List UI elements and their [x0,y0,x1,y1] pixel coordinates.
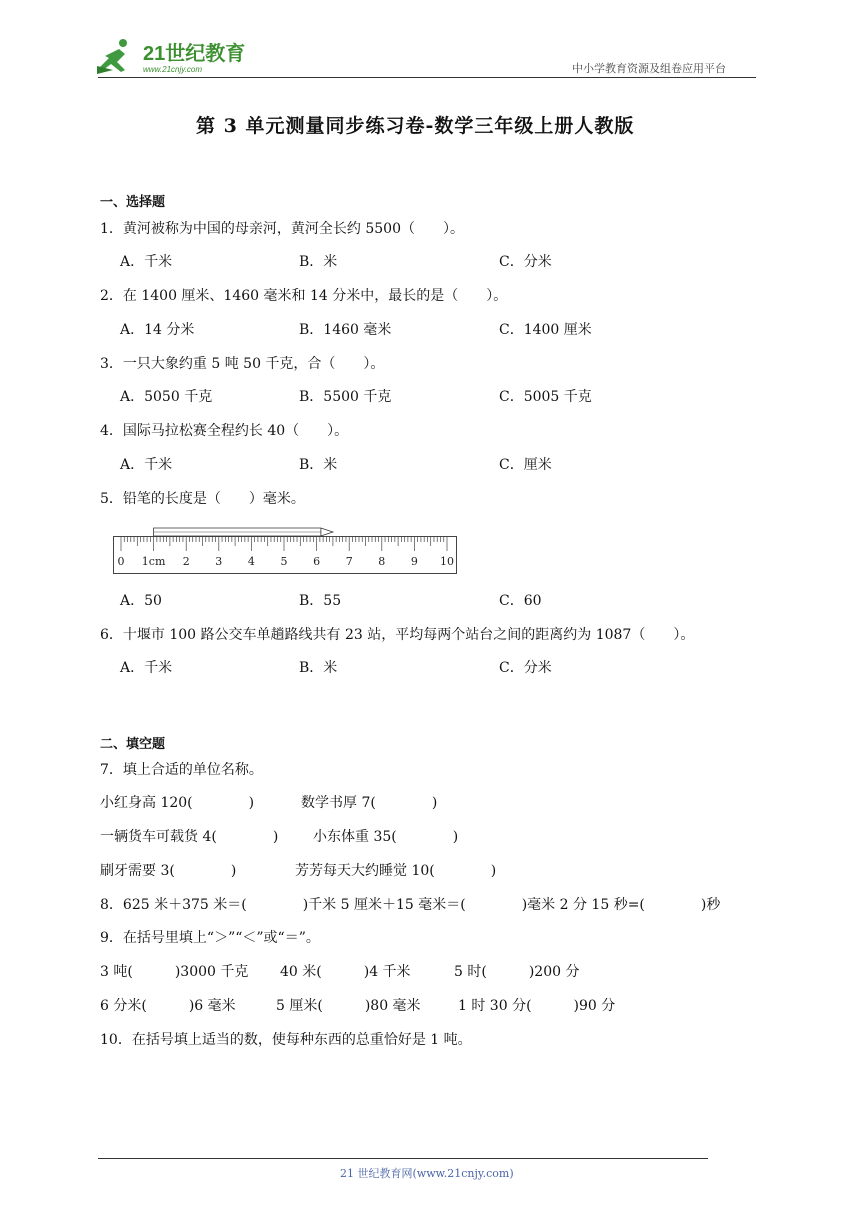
runner-icon [97,39,127,74]
question-10: 10．在括号填上适当的数，使每种东西的总重恰好是 1 吨。 [100,1032,472,1048]
q4-option-b: B．米 [299,457,338,473]
ruler-label: 2 [182,555,190,568]
q9-item: 40 米( )4 千米 [280,964,411,980]
question-1: 1．黄河被称为中国的母亲河，黄河全长约 5500（ ）。 [100,221,464,237]
q1-option-c: C．分米 [499,254,552,270]
q7-item: 小东体重 35( ) [313,829,459,845]
q2-option-c: C．1400 厘米 [499,322,592,338]
section-fill-title: 二、填空题 [100,737,166,752]
q5-option-c: C．60 [499,593,542,609]
q4-option-c: C．厘米 [499,457,552,473]
q1-option-a: A．千米 [120,254,173,270]
ruler-label: 10 [440,555,454,568]
site-logo [95,36,265,78]
question-4: 4．国际马拉松赛全程约长 40（ ）。 [100,423,349,439]
question-6: 6．十堰市 100 路公交车单趟路线共有 23 站，平均每两个站台之间的距离约为 1087（ ）。 [100,627,695,643]
q3-option-c: C．5005 千克 [499,389,592,405]
pencil-drawing [154,528,333,536]
question-2: 2．在 1400 厘米、1460 毫米和 14 分米中，最长的是（ ）。 [100,288,508,304]
q6-option-b: B．米 [299,660,338,676]
q6-option-c: C．分米 [499,660,552,676]
ruler-label: 6 [313,555,321,568]
q9-item: 6 分米( )6 毫米 [100,998,236,1014]
section-choice-title: 一、选择题 [100,195,166,210]
q7-item: 芳芳每天大约睡觉 10( ) [295,863,497,879]
q9-item: 3 吨( )3000 千克 [100,964,249,980]
ruler-label: 5 [280,555,288,568]
q7-item: 一辆货车可载货 4( ) [100,829,279,845]
footer-text: 21 世纪教育网(www.21cnjy.com) [340,1167,514,1180]
ruler-label: 8 [378,555,386,568]
ruler-label: 3 [215,555,223,568]
question-5: 5．铅笔的长度是（ ）毫米。 [100,491,305,507]
q7-item: 小红身高 120( ) [100,795,255,811]
q6-option-a: A．千米 [120,660,173,676]
q5-option-a: A．50 [120,593,162,609]
q1-option-b: B．米 [299,254,338,270]
ruler-figure [113,523,457,575]
question-9: 9．在括号里填上“＞”“＜”或“＝”。 [100,930,320,946]
q2-option-b: B．1460 毫米 [299,322,392,338]
footer-divider [98,1158,708,1159]
q5-option-b: B．55 [299,593,342,609]
logo-text: 21世纪教育 [143,43,246,65]
ruler-label: 4 [247,555,255,568]
q2-option-a: A．14 分米 [120,322,195,338]
q9-item: 5 厘米( )80 毫米 [276,998,421,1014]
page-title: 第 3 单元测量同步练习卷-数学三年级上册人教版 [196,115,635,137]
logo-url: www.21cnjy.com [143,65,202,74]
ruler-label: 0 [117,555,125,568]
q7-item: 刷牙需要 3( ) [100,863,237,879]
question-7: 7．填上合适的单位名称。 [100,762,263,778]
ruler-label: 7 [345,555,353,568]
question-8: 8．625 米＋375 米＝( )千米 5 厘米＋15 毫米＝( )毫米 2 分 15 秒=( )秒 [100,897,721,913]
question-3: 3．一只大象约重 5 吨 50 千克，合（ ）。 [100,356,385,372]
ruler-label: 9 [410,555,418,568]
q3-option-a: A．5050 千克 [120,389,213,405]
header-divider [98,77,756,78]
q7-item: 数学书厚 7( ) [301,795,438,811]
ruler-label: 1cm [141,555,166,568]
platform-name: 中小学教育资源及组卷应用平台 [572,62,726,75]
q9-item: 5 时( )200 分 [454,964,580,980]
q4-option-a: A．千米 [120,457,173,473]
q9-item: 1 时 30 分( )90 分 [458,998,616,1014]
q3-option-b: B．5500 千克 [299,389,392,405]
